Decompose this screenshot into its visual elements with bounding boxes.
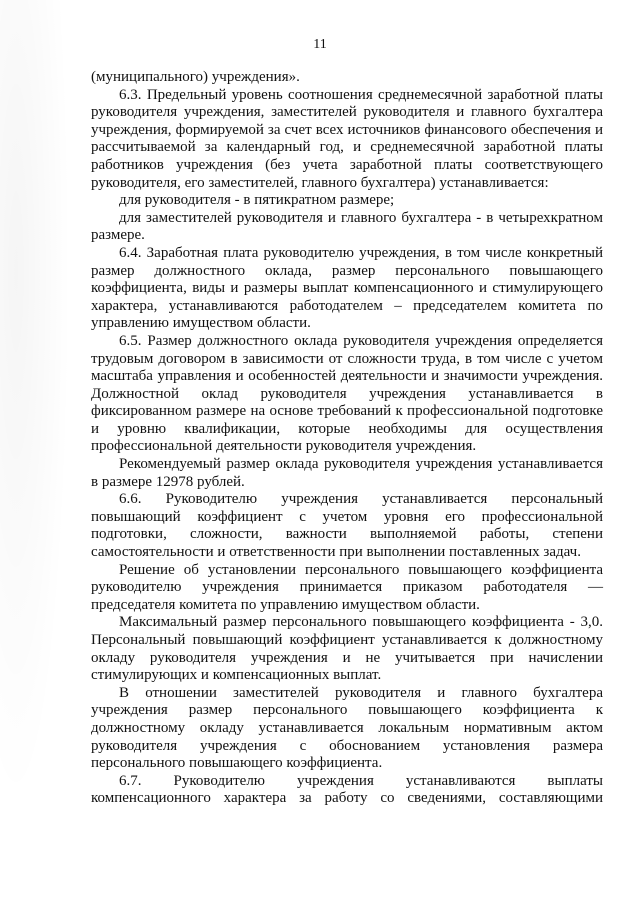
paragraph-max-coefficient: Максимальный размер персонального повышающего коэффициента - 3,0. Персональный повышающий коэффициент устанавливается к должностному окладу руководителя учреждения и не учитывается при начислении стимулирующих и компенсационных выплат. <box>91 614 603 684</box>
document-body <box>91 69 603 808</box>
paragraph-deputies-coefficient: В отношении заместителей руководителя и главного бухгалтера учреждения размер персонального повышающего коэффициента к должностному окладу устанавливается локальным нормативным актом руководителя учреждения с обоснованием установления размера персонального повышающего коэффициента. <box>91 684 603 772</box>
paragraph-6-4: 6.4. Заработная плата руководителю учреждения, в том числе конкретный размер должностного оклада, размер персонального повышающего коэффициента, виды и размеры выплат компенсационного и стимулирующего характера, устанавливаются работодателем – председателем комитета по управлению имуществом области. <box>91 244 603 332</box>
paragraph-director-ratio: для руководителя - в пятикратном размере; <box>119 192 395 209</box>
paragraph-deputies-ratio: для заместителей руководителя и главного бухгалтера - в четырехкратном размере. <box>91 209 603 244</box>
paragraph-6-7: 6.7. Руководителю учреждения устанавливаются выплаты компенсационного характера за работу со сведениями, составляющими <box>91 772 603 807</box>
paragraph-recommended-salary: Рекомендуемый размер оклада руководителя учреждения устанавливается в размере 12978 рублей. <box>91 456 603 490</box>
paragraph-6-6: 6.6. Руководителю учреждения устанавливается персональный повышающий коэффициент с учетом уровня его профессиональной подготовки, сложности, важности выполняемой работы, степени самостоятельности и ответственности при выполнении поставленных задач. <box>91 491 603 561</box>
page-number: 11 <box>313 37 327 52</box>
paragraph-coefficient-decision: Решение об установлении персонального повышающего коэффициента руководителю учреждения принимается приказом работодателя — председателя комитета по управлению имуществом области. <box>91 561 603 613</box>
scan-shadow <box>0 0 80 905</box>
paragraph-1: (муниципального) учреждения». <box>91 69 300 85</box>
paragraph-6-3: 6.3. Предельный уровень соотношения среднемесячной заработной платы руководителя учреждения, заместителей руководителя и главного бухгалтера учреждения, формируемой за счет всех источников финансового обеспечения и рассчитываемой за календарный год, и среднемесячной заработной платы работников учреждения (без учета заработной платы соответствующего руководителя, его заместителей, главного бухгалтера) устанавливается: <box>91 86 603 191</box>
paragraph-6-5: 6.5. Размер должностного оклада руководителя учреждения определяется трудовым договором в зависимости от сложности труда, в том числе с учетом масштаба управления и особенностей деятельности и значимости учреждения. Должностной оклад руководителя учреждения устанавливается в фиксированном размере на основе требований к профессиональной подготовке и уровню квалификации, которые необходимы для осуществления профессиональной деятельности руководителя учреждения. <box>91 332 603 455</box>
